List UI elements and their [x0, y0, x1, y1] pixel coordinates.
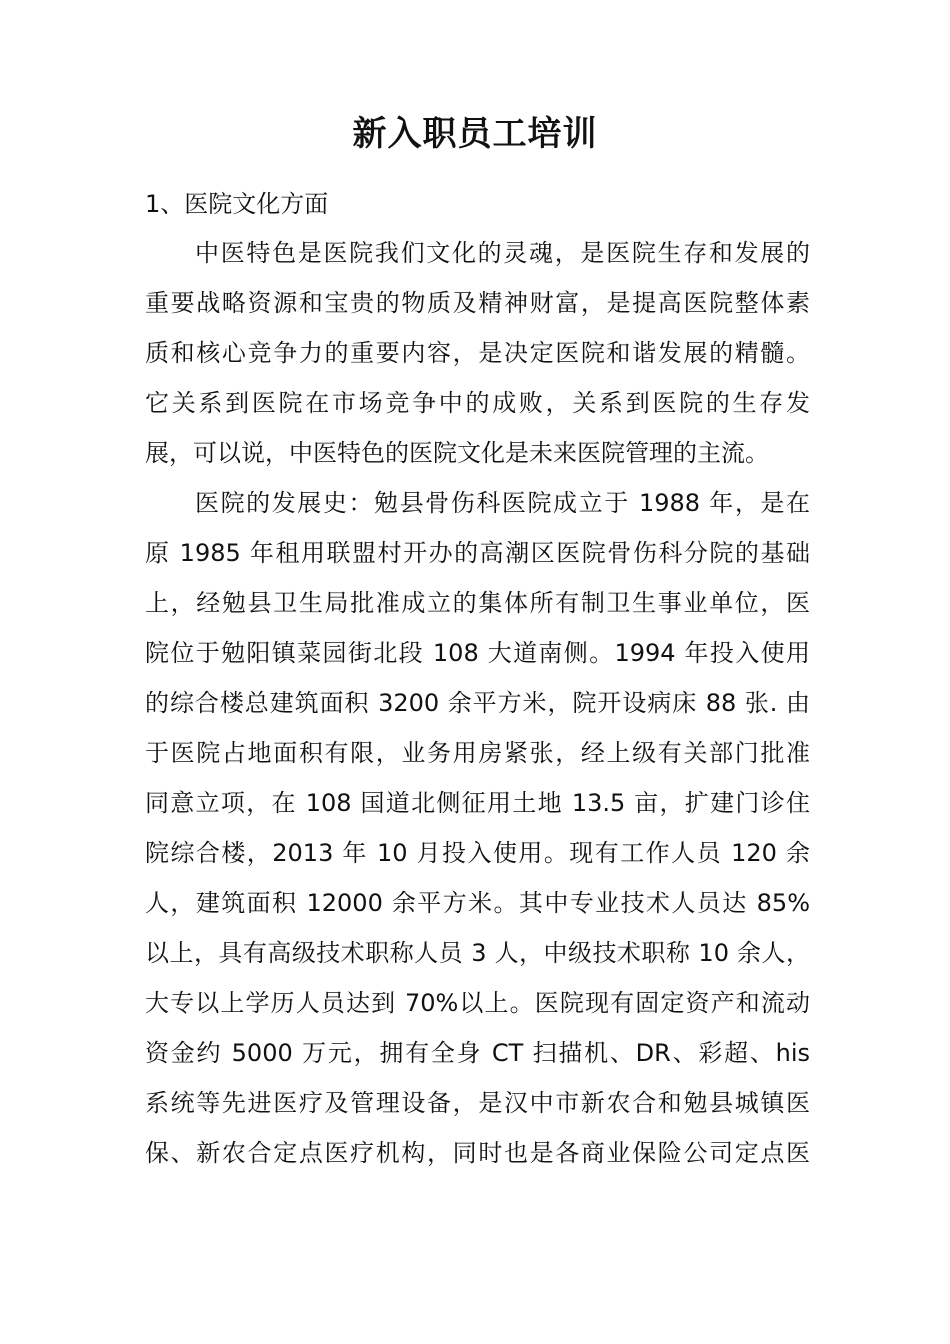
paragraph-line: 于医院占地面积有限，业务用房紧张，经上级有关部门批准 [145, 739, 810, 767]
paragraph-line: 同意立项，在 108 国道北侧征用土地 13.5 亩，扩建门诊住 [145, 789, 810, 817]
section-heading: 1、医院文化方面 [145, 190, 329, 218]
paragraph-line: 院综合楼，2013 年 10 月投入使用。现有工作人员 120 余 [145, 839, 810, 867]
paragraph-line: 原 1985 年租用联盟村开办的高潮区医院骨伤科分院的基础 [145, 539, 810, 567]
paragraph-line: 的综合楼总建筑面积 3200 余平方米，院开设病床 88 张. 由 [145, 689, 810, 717]
paragraph-line: 资金约 5000 万元，拥有全身 CT 扫描机、DR、彩超、his [145, 1039, 810, 1067]
paragraph-culture [145, 228, 810, 478]
paragraph-history [145, 478, 810, 1178]
paragraph-line: 院位于勉阳镇菜园街北段 108 大道南侧。1994 年投入使用 [145, 639, 810, 667]
paragraph-line: 以上，具有高级技术职称人员 3 人，中级技术职称 10 余人， [145, 939, 810, 967]
paragraph-line: 人，建筑面积 12000 余平方米。其中专业技术人员达 85% [145, 889, 810, 917]
paragraph-line: 展，可以说，中医特色的医院文化是未来医院管理的主流。 [145, 439, 769, 467]
paragraph-line: 系统等先进医疗及管理设备，是汉中市新农合和勉县城镇医 [145, 1089, 810, 1117]
paragraph-line: 中医特色是医院我们文化的灵魂，是医院生存和发展的 [195, 239, 810, 267]
paragraph-line: 重要战略资源和宝贵的物质及精神财富，是提高医院整体素 [145, 289, 810, 317]
paragraph-line: 保、新农合定点医疗机构，同时也是各商业保险公司定点医 [145, 1139, 810, 1167]
paragraph-line: 医院的发展史：勉县骨伤科医院成立于 1988 年，是在 [195, 489, 810, 517]
document-title: 新入职员工培训 [352, 114, 598, 154]
paragraph-line: 上，经勉县卫生局批准成立的集体所有制卫生事业单位，医 [145, 589, 810, 617]
paragraph-line: 它关系到医院在市场竞争中的成败，关系到医院的生存发 [145, 389, 810, 417]
paragraph-line: 大专以上学历人员达到 70%以上。医院现有固定资产和流动 [145, 989, 810, 1017]
paragraph-line: 质和核心竞争力的重要内容，是决定医院和谐发展的精髓。 [145, 339, 810, 367]
